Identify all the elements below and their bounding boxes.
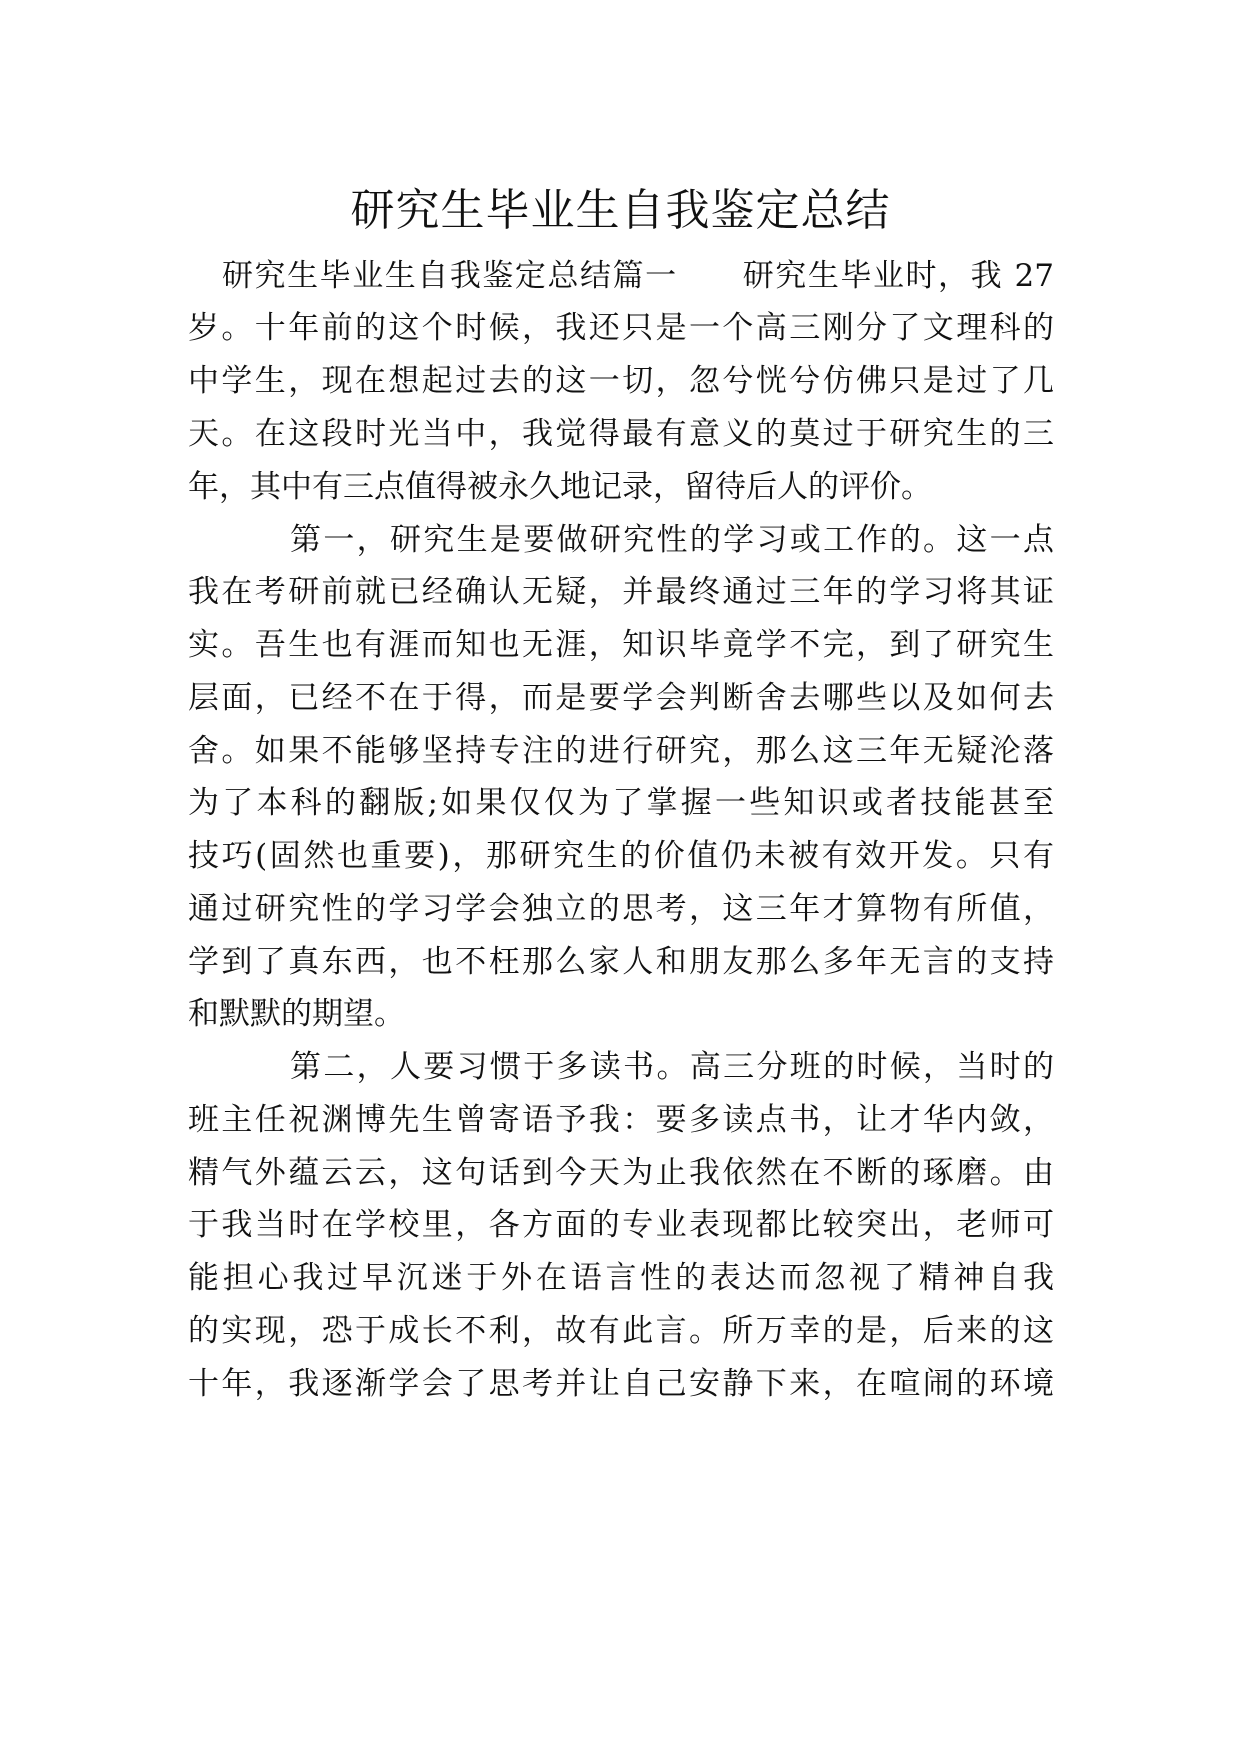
text-line: 的实现，恐于成长不利，故有此言。所万幸的是，后来的这 [188, 1313, 1054, 1349]
text-line: 中学生，现在想起过去的这一切，忽兮恍兮仿佛只是过了几 [188, 363, 1054, 399]
text-line: 第二，人要习惯于多读书。高三分班的时候，当时的 [290, 1049, 1054, 1085]
text-line: 第一，研究生是要做研究性的学习或工作的。这一点 [290, 522, 1054, 558]
text-line: 技巧(固然也重要)，那研究生的价值仍未被有效开发。只有 [188, 838, 1054, 874]
text-line: 学到了真东西，也不枉那么家人和朋友那么多年无言的支持 [188, 944, 1054, 980]
text-line: 年，其中有三点值得被永久地记录，留待后人的评价。 [188, 469, 932, 505]
text-line: 舍。如果不能够坚持专注的进行研究，那么这三年无疑沦落 [188, 733, 1054, 769]
text-line: 层面，已经不在于得，而是要学会判断舍去哪些以及如何去 [188, 680, 1054, 716]
text-line: 能担心我过早沉迷于外在语言性的表达而忽视了精神自我 [188, 1260, 1054, 1296]
text-line: 班主任祝渊博先生曾寄语予我：要多读点书，让才华内敛， [188, 1102, 1054, 1138]
text-line: 通过研究性的学习学会独立的思考，这三年才算物有所值， [188, 891, 1054, 927]
text-line: 研究生毕业生自我鉴定总结篇一 研究生毕业时，我 27 [222, 258, 1054, 294]
text-line: 十年，我逐渐学会了思考并让自己安静下来，在喧闹的环境 [188, 1366, 1054, 1402]
document-title: 研究生毕业生自我鉴定总结 [350, 185, 891, 237]
text-line: 我在考研前就已经确认无疑，并最终通过三年的学习将其证 [188, 574, 1054, 610]
text-line: 岁。十年前的这个时候，我还只是一个高三刚分了文理科的 [188, 310, 1054, 346]
text-line: 天。在这段时光当中，我觉得最有意义的莫过于研究生的三 [188, 416, 1054, 452]
text-line: 精气外蕴云云，这句话到今天为止我依然在不断的琢磨。由 [188, 1155, 1054, 1191]
text-line: 为了本科的翻版;如果仅仅为了掌握一些知识或者技能甚至 [188, 785, 1054, 821]
text-line: 实。吾生也有涯而知也无涯，知识毕竟学不完，到了研究生 [188, 627, 1054, 663]
text-line: 和默默的期望。 [188, 996, 405, 1032]
text-line: 于我当时在学校里，各方面的专业表现都比较突出，老师可 [188, 1207, 1054, 1243]
